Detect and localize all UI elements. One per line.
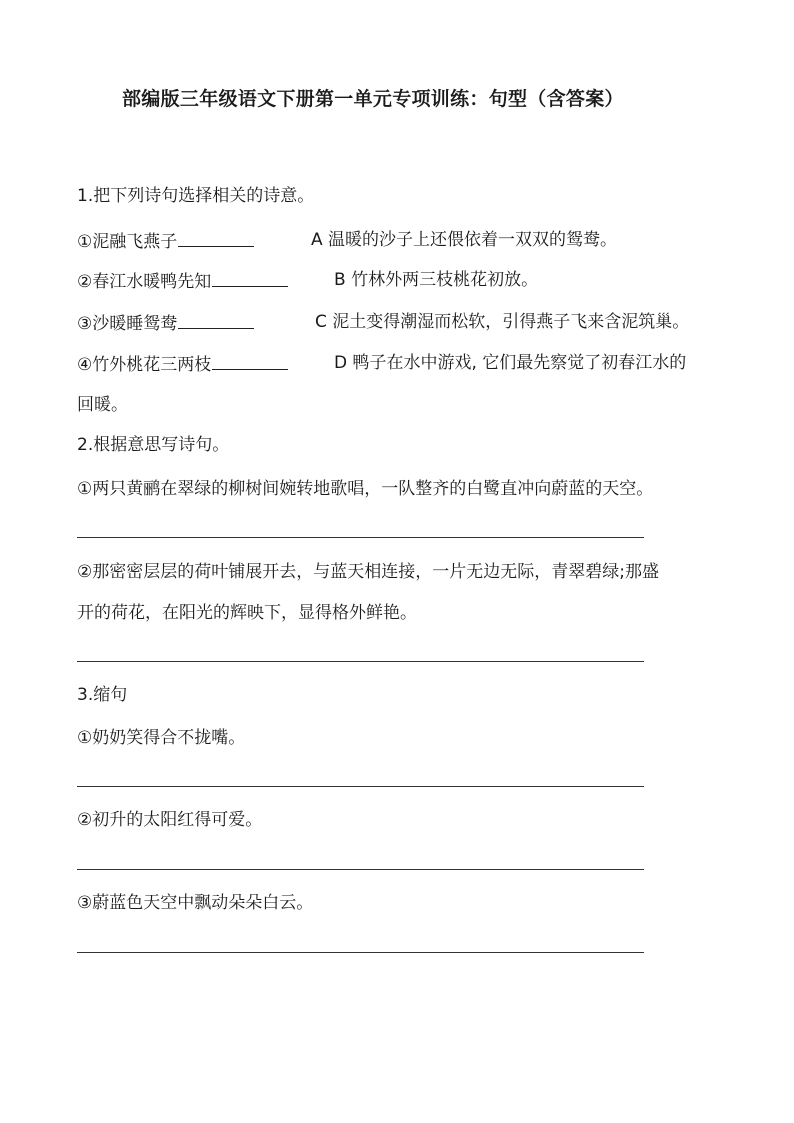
- q1-item-3-blank[interactable]: [178, 310, 254, 329]
- q3-heading: 3.缩句: [77, 685, 128, 705]
- q3-item-2: ②初升的太阳红得可爱。: [77, 810, 263, 830]
- q2-item-1-answer-line[interactable]: [77, 537, 644, 538]
- q1-item-2-blank[interactable]: [212, 268, 288, 287]
- q1-item-1-blank[interactable]: [178, 228, 254, 247]
- q1-item-1-text: ①泥融飞燕子: [77, 232, 178, 252]
- q1-item-3: [77, 310, 254, 336]
- q3-item-1-answer-line[interactable]: [77, 786, 644, 787]
- q3-item-3-answer-line[interactable]: [77, 952, 644, 953]
- q3-item-3: ③蔚蓝色天空中飘动朵朵白云。: [77, 893, 314, 913]
- q2-heading: 2.根据意思写诗句。: [77, 435, 230, 455]
- q1-item-1: [77, 228, 254, 254]
- q3-item-1: ①奶奶笑得合不拢嘴。: [77, 728, 246, 748]
- q1-option-a: A 温暖的沙子上还偎依着一双双的鸳鸯。: [311, 230, 618, 250]
- page-title: 部编版三年级语文下册第一单元专项训练：句型（含答案）: [122, 88, 624, 110]
- q2-item-2-line-2: 开的荷花，在阳光的辉映下，显得格外鲜艳。: [77, 603, 417, 623]
- q1-item-4-text: ④竹外桃花三两枝: [77, 355, 212, 375]
- q1-item-3-text: ③沙暖睡鸳鸯: [77, 314, 178, 334]
- q1-option-c: C 泥土变得潮湿而松软，引得燕子飞来含泥筑巢。: [315, 312, 690, 332]
- q1-option-b: B 竹林外两三枝桃花初放。: [334, 270, 539, 290]
- q1-item-4: [77, 351, 288, 377]
- q1-option-d-continuation: 回暖。: [77, 395, 128, 415]
- q1-option-d: D 鸭子在水中游戏, 它们最先察觉了初春江水的: [334, 353, 687, 373]
- q1-item-4-blank[interactable]: [212, 351, 288, 370]
- q1-heading: 1.把下列诗句选择相关的诗意。: [77, 186, 315, 206]
- q1-item-2: [77, 268, 288, 294]
- q2-item-2-line-1: ②那密密层层的荷叶铺展开去，与蓝天相连接，一片无边无际，青翠碧绿;那盛: [77, 562, 659, 582]
- q2-item-1: ①两只黄鹂在翠绿的柳树间婉转地歌唱，一队整齐的白鹭直冲向蔚蓝的天空。: [77, 479, 654, 499]
- q2-item-2-answer-line[interactable]: [77, 661, 644, 662]
- q3-item-2-answer-line[interactable]: [77, 869, 644, 870]
- q1-item-2-text: ②春江水暖鸭先知: [77, 272, 212, 292]
